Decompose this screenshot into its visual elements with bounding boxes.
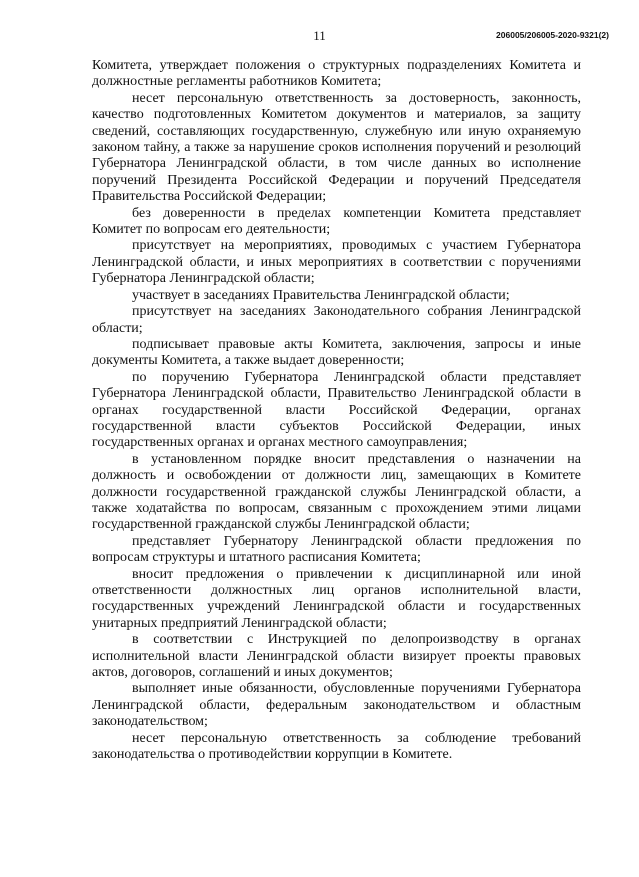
paragraph: несет персональную ответственность за достоверность, законность, качество подготовленных Комитетом документов и материалов, за защиту сведений, составляющих государственную, служебную или иную охраняемую законом тайну, а также за нарушение сроков исполнения поручений и резолюций Губернатора Ленинградской области, в том числе данных во исполнение поручений Президента Российской Федерации и поручений Председателя Правительства Российской Федерации; [92,90,581,205]
paragraph: без доверенности в пределах компетенции Комитета представляет Комитет по вопросам его деятельности; [92,205,581,238]
page-number: 11 [313,28,326,43]
document-body [92,58,581,763]
document-code: 206005/206005-2020-9321(2) [496,30,609,40]
paragraph: представляет Губернатору Ленинградской области предложения по вопросам структуры и штатного расписания Комитета; [92,533,581,566]
paragraph: присутствует на мероприятиях, проводимых с участием Губернатора Ленинградской области, и иных мероприятиях в соответствии с поручениями Губернатора Ленинградской области; [92,238,581,287]
paragraph: вносит предложения о привлечении к дисциплинарной или иной ответственности должностных лиц органов исполнительной власти, государственных учреждений Ленинградской области и государственных унитарных предприятий Ленинградской области; [92,566,581,631]
paragraph: участвует в заседаниях Правительства Ленинградской области; [132,287,510,303]
paragraph: в соответствии с Инструкцией по делопроизводству в органах исполнительной власти Ленинградской области визирует проекты правовых актов, договоров, соглашений и иных документов; [92,632,581,681]
paragraph: подписывает правовые акты Комитета, заключения, запросы и иные документы Комитета, а также выдает доверенности; [92,336,581,369]
paragraph: Комитета, утверждает положения о структурных подразделениях Комитета и должностные регламенты работников Комитета; [92,58,581,90]
paragraph: выполняет иные обязанности, обусловленные поручениями Губернатора Ленинградской области, федеральным законодательством и областным законодательством; [92,681,581,730]
paragraph: несет персональную ответственность за соблюдение требований законодательства о противодействии коррупции в Комитете. [92,730,581,763]
paragraph: в установленном порядке вносит представления о назначении на должность и освобождении от должности лиц, замещающих в Комитете должности государственной гражданской службы Ленинградской области, а также ходатайства по вопросам, связанным с прохождением этими лицами государственной гражданской службы Ленинградской области; [92,451,581,533]
paragraph: присутствует на заседаниях Законодательного собрания Ленинградской области; [92,304,581,336]
paragraph: по поручению Губернатора Ленинградской области представляет Губернатора Ленинградской области, Правительство Ленинградской области в органах государственной власти Российской Федерации, органах государственной власти субъектов Российской Федерации, иных государственных органах и органах местного самоуправления; [92,369,581,451]
